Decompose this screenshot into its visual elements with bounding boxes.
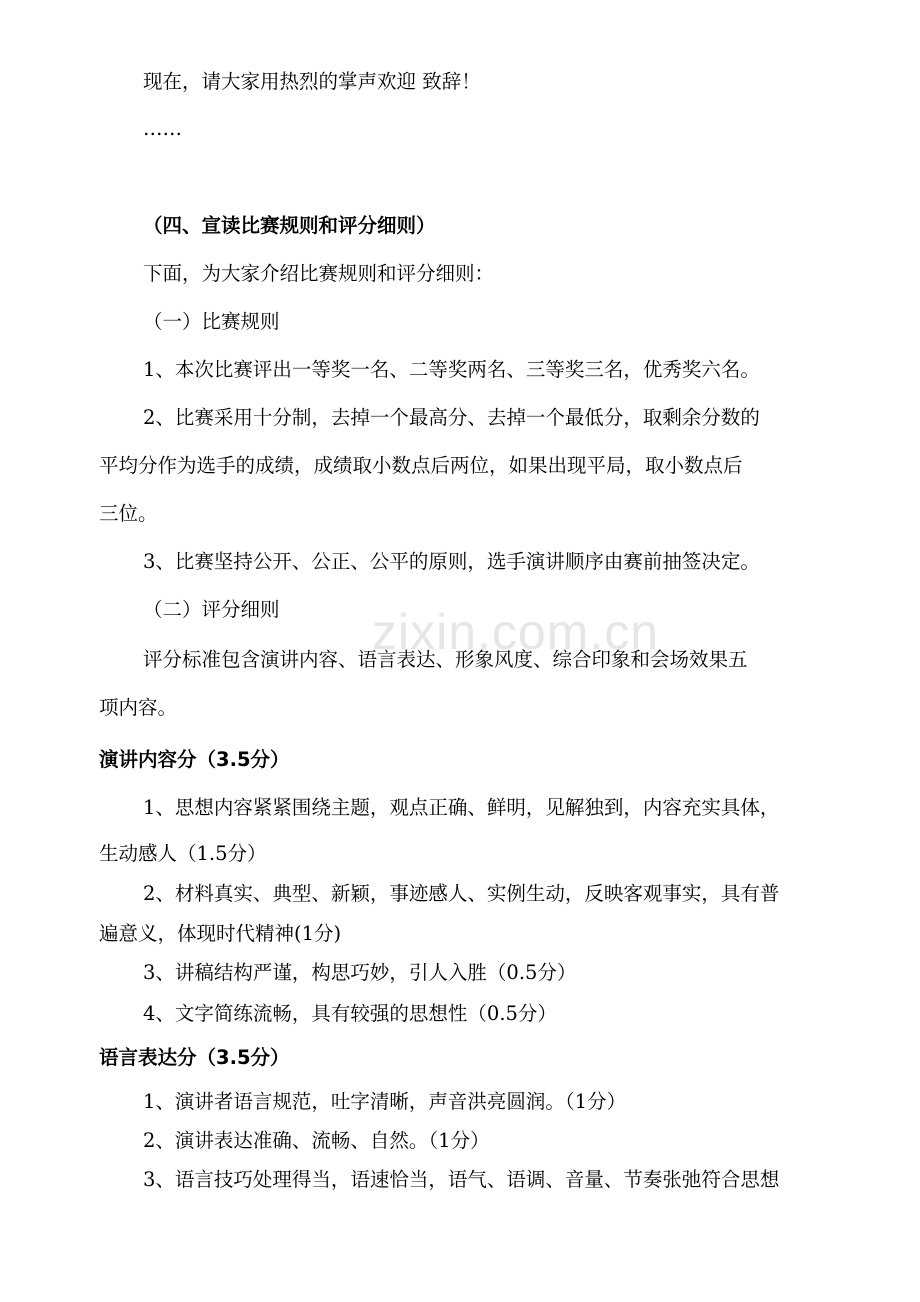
- content-item-2-cont: 遍意义，体现时代精神(1分): [99, 922, 342, 945]
- paragraph-intro: 下面，为大家介绍比赛规则和评分细则：: [143, 262, 495, 285]
- rule-item-2-cont: 平均分作为选手的成绩，成绩取小数点后两位，如果出现平局，取小数点后: [99, 454, 743, 477]
- paragraph-welcome: 现在，请大家用热烈的掌声欢迎 致辞！: [143, 70, 481, 93]
- paragraph-scoring: 评分标准包含演讲内容、语言表达、形象风度、综合印象和会场效果五: [143, 648, 748, 671]
- content-item-1: 1、思想内容紧紧围绕主题，观点正确、鲜明，见解独到，内容充实具体，: [143, 796, 780, 819]
- rule-item-1: 1、本次比赛评出一等奖一名、二等奖两名、三等奖三名，优秀奖六名。: [143, 358, 760, 381]
- rule-item-2-end: 三位。: [99, 502, 158, 525]
- content-item-3: 3、讲稿结构严谨，构思巧妙，引人入胜（0.5分）: [143, 961, 577, 984]
- language-item-3: 3、语言技巧处理得当，语速恰当，语气、语调、音量、节奏张弛符合思想: [143, 1168, 780, 1191]
- rule-item-2: 2、比赛采用十分制，去掉一个最高分、去掉一个最低分，取剩余分数的: [143, 406, 760, 429]
- paragraph-scoring-cont: 项内容。: [99, 696, 178, 719]
- heading-content-score: 演讲内容分（3.5分）: [99, 748, 290, 771]
- content-item-4: 4、文字简练流畅，具有较强的思想性（0.5分）: [143, 1002, 557, 1025]
- ellipsis: ……: [143, 117, 182, 140]
- language-item-1: 1、演讲者语言规范，吐字清晰，声音洪亮圆润。（1分）: [143, 1090, 627, 1113]
- subheading-scoring: （二）评分细则: [143, 598, 280, 621]
- content-item-1-cont: 生动感人（1.5分）: [99, 842, 267, 865]
- content-item-2: 2、材料真实、典型、新颖，事迹感人、实例生动，反映客观事实，具有普: [143, 882, 780, 905]
- heading-language-score: 语言表达分（3.5分）: [99, 1046, 290, 1069]
- section-heading-four: （四、宣读比赛规则和评分细则）: [143, 214, 436, 237]
- language-item-2: 2、演讲表达准确、流畅、自然。（1分）: [143, 1129, 490, 1152]
- rule-item-3: 3、比赛坚持公开、公正、公平的原则，选手演讲顺序由赛前抽签决定。: [143, 550, 760, 573]
- watermark: zixin.com.cn: [372, 604, 660, 660]
- subheading-rules: （一）比赛规则: [143, 310, 280, 333]
